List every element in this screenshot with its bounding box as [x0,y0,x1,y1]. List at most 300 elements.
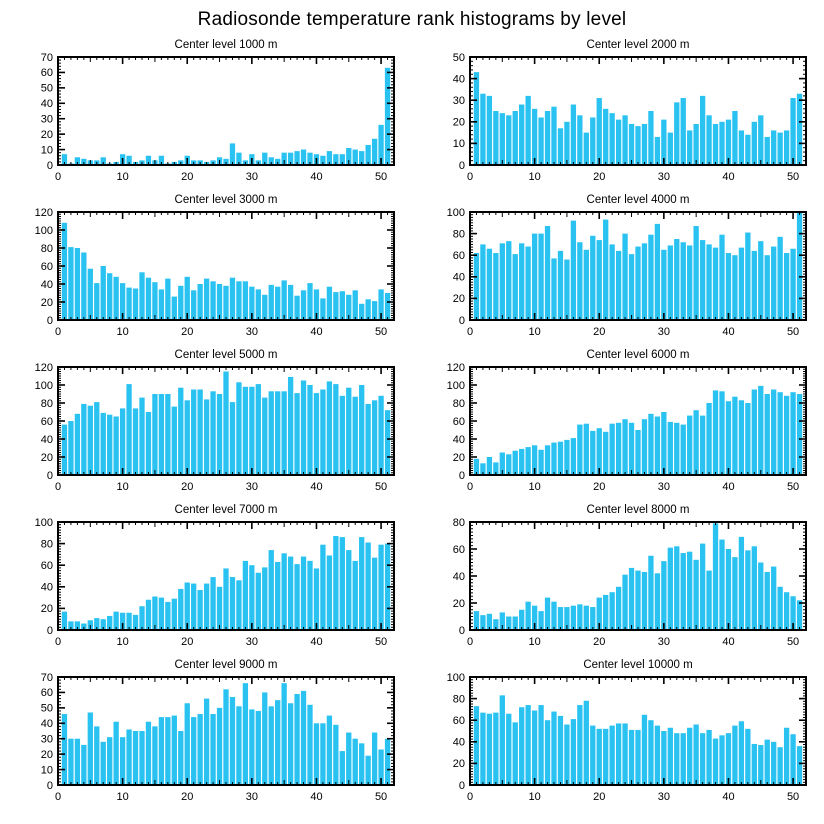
histogram-bar [668,422,673,475]
histogram-bar [513,722,518,785]
histogram-bar [204,584,209,630]
x-tick-label: 40 [310,636,323,648]
histogram-bar [668,245,673,320]
histogram-bar [700,416,705,475]
histogram-plot [6,208,404,342]
x-tick-label: 40 [722,171,735,183]
histogram-bar [758,115,763,165]
histogram-bar [661,250,666,320]
histogram-bar [133,289,138,321]
x-tick-label: 50 [786,326,800,338]
histogram-bar [526,447,531,475]
histogram-bar [346,550,351,630]
histogram-bar [622,234,627,320]
histogram-bar [719,122,724,165]
histogram-bar [700,733,705,785]
histogram-bar [681,242,686,320]
histogram-bar [68,421,73,475]
histogram-bar [739,248,744,320]
histogram-bar [204,399,209,475]
histogram-bar [487,96,492,165]
histogram-bar [249,565,254,630]
histogram-bar [526,705,531,785]
histogram-bar [133,408,138,475]
histogram-bar [275,287,280,320]
x-tick-label: 0 [54,171,62,183]
histogram-bar [526,247,531,320]
histogram-bar [275,562,280,630]
x-tick-label: 0 [466,326,474,338]
histogram-bar [694,226,699,320]
histogram-bar [185,400,190,475]
histogram-bar [88,712,93,785]
histogram-bar [655,224,660,320]
histogram-bar [706,403,711,475]
panel-title: Center level 9000 m [174,659,278,671]
panel-center-level-8000-m [418,503,816,655]
x-tick-label: 10 [528,791,541,803]
histogram-bar [359,537,364,630]
histogram-plot [6,673,404,807]
x-tick-label: 30 [657,791,670,803]
histogram-bar [282,280,287,320]
histogram-bar [732,111,737,165]
histogram-bar [616,120,621,165]
y-tick-label: 50 [452,53,465,64]
histogram-bar [314,723,319,785]
histogram-bar [745,550,750,630]
histogram-bar [152,394,157,475]
histogram-bar [269,285,274,320]
histogram-bar [668,133,673,165]
histogram-bar [146,722,151,785]
histogram-bar [590,726,595,785]
y-tick-label: 30 [40,733,53,746]
histogram-bar [616,251,621,320]
x-tick-label: 10 [116,636,129,648]
histogram-bar [635,430,640,475]
histogram-bar [687,130,692,165]
histogram-bar [545,226,550,320]
histogram-bar [648,111,653,165]
y-tick-label: 10 [40,764,53,777]
panel-title: Center level 3000 m [174,194,278,206]
histogram-bar [577,115,582,165]
histogram-bar [172,599,177,630]
histogram-bar [603,729,608,785]
y-tick-label: 100 [446,673,465,684]
y-tick-label: 0 [46,314,53,327]
histogram-bar [262,295,267,320]
histogram-bar [75,739,80,785]
y-tick-label: 50 [40,702,53,715]
histogram-bar [366,404,371,475]
histogram-bar [262,398,267,475]
panel-center-level-1000-m [6,38,404,190]
histogram-bar [558,607,563,630]
histogram-bar [745,233,750,320]
histogram-bar [378,545,383,630]
x-tick-label: 10 [116,481,129,493]
x-tick-label: 40 [310,326,323,338]
histogram-bar [532,710,537,785]
y-tick-label: 40 [40,98,53,111]
histogram-bar [327,555,332,630]
histogram-bar [732,397,737,475]
histogram-bar [256,384,261,475]
histogram-bar [217,394,222,475]
histogram-bar [320,545,325,630]
x-tick-label: 30 [657,636,670,648]
histogram-bar [590,236,595,320]
histogram-bar [752,546,757,630]
histogram-bar [610,592,615,630]
histogram-bar [346,388,351,475]
histogram-bar [797,94,802,165]
histogram-bar [62,714,67,785]
y-tick-label: 100 [446,379,465,392]
histogram-bar [333,536,338,630]
histogram-bar [758,386,763,475]
histogram-bar [372,139,377,165]
histogram-bar [159,394,164,475]
histogram-bar [301,290,306,320]
histogram-bar [584,133,589,165]
histogram-bar [635,571,640,630]
histogram-bar [765,394,770,475]
histogram-bar [616,587,621,630]
histogram-bar [584,606,589,630]
histogram-bar [236,281,241,320]
y-tick-label: 0 [46,469,53,482]
x-tick-label: 40 [722,326,735,338]
y-tick-label: 0 [458,314,465,327]
histogram-bar [551,107,556,165]
histogram-bar [262,567,267,630]
histogram-bar [616,423,621,475]
y-tick-label: 0 [46,159,53,172]
histogram-bar [732,557,737,630]
histogram-bar [172,297,177,320]
y-tick-label: 100 [34,518,53,529]
x-tick-label: 20 [593,481,606,493]
y-tick-label: 120 [34,363,53,374]
histogram-bar [538,234,543,320]
histogram-bar [719,540,724,630]
histogram-bar [185,582,190,630]
histogram-bar [545,720,550,785]
histogram-bar [159,289,164,320]
histogram-bar [114,277,119,320]
histogram-bar [288,285,293,320]
histogram-bar [210,714,215,785]
y-tick-label: 60 [452,415,465,428]
y-tick-label: 20 [40,128,53,141]
histogram-bar [745,729,750,785]
histogram-bar [146,278,151,320]
y-tick-label: 20 [40,451,53,464]
x-tick-label: 0 [54,326,62,338]
histogram-bar [758,745,763,785]
histogram-bar [551,602,556,630]
histogram-bar [706,244,711,320]
histogram-bar [146,600,151,630]
histogram-bar [159,598,164,630]
histogram-bar [629,254,634,320]
histogram-bar [526,602,531,630]
histogram-bar [745,135,750,165]
x-tick-label: 20 [593,326,606,338]
histogram-bar [262,692,267,785]
panel-title: Center level 6000 m [586,349,690,361]
x-tick-label: 0 [466,636,474,648]
histogram-bar [545,111,550,165]
histogram-plot [6,363,404,497]
histogram-bar [81,253,86,321]
histogram-bar [474,253,479,320]
histogram-bar [101,266,106,320]
panel-center-level-6000-m [418,348,816,500]
histogram-bar [223,372,228,476]
histogram-bar [146,412,151,475]
histogram-bar [230,697,235,785]
histogram-bar [320,723,325,785]
histogram-bar [674,546,679,630]
histogram-bar [674,733,679,785]
histogram-bar [506,115,511,165]
histogram-bar [210,281,215,320]
histogram-bar [648,414,653,475]
histogram-bar [655,137,660,165]
x-tick-label: 30 [657,171,670,183]
histogram-plot [418,53,816,187]
histogram-bar [597,428,602,475]
histogram-bar [700,240,705,320]
figure-title: Radiosonde temperature rank histograms by level [197,9,627,30]
y-tick-label: 80 [452,518,465,529]
histogram-bar [622,575,627,630]
y-tick-label: 60 [40,687,53,700]
histogram-bar [584,250,589,320]
x-tick-label: 20 [593,636,606,648]
histogram-bar [726,401,731,475]
histogram-plot [6,53,404,187]
histogram-bar [687,245,692,320]
panel-center-level-3000-m [6,193,404,345]
histogram-bar [519,707,524,785]
histogram-bar [269,706,274,785]
histogram-bar [797,746,802,785]
y-tick-label: 40 [452,736,465,749]
histogram-bar [68,247,73,320]
histogram-bar [719,391,724,475]
histogram-bar [139,272,144,320]
histogram-bar [526,96,531,165]
histogram-bar [107,273,112,320]
x-tick-label: 30 [245,171,258,183]
histogram-bar [75,248,80,320]
x-tick-label: 30 [245,791,258,803]
histogram-bar [597,98,602,165]
panel-title: Center level 2000 m [586,39,690,51]
y-tick-label: 100 [34,379,53,392]
histogram-bar [307,705,312,785]
histogram-bar [622,419,627,475]
x-tick-label: 50 [786,636,800,648]
histogram-bar [120,737,125,785]
y-tick-label: 40 [40,718,53,731]
histogram-bar [668,548,673,630]
y-tick-label: 80 [40,397,53,410]
histogram-bar [687,728,692,785]
histogram-bar [178,388,183,475]
histogram-bar [210,391,215,475]
x-tick-label: 0 [54,791,62,803]
histogram-bar [210,577,215,630]
histogram-bar [719,735,724,785]
histogram-bar [577,242,582,320]
histogram-bar [571,221,576,320]
histogram-bar [314,568,319,630]
histogram-bar [797,600,802,630]
histogram-bar [75,414,80,475]
y-tick-label: 60 [452,715,465,727]
histogram-bar [687,552,692,630]
histogram-bar [732,726,737,785]
y-tick-label: 0 [46,779,53,792]
histogram-bar [545,598,550,630]
histogram-bar [353,397,358,475]
histogram-bar [126,288,131,320]
histogram-bar [301,691,306,785]
panels-grid [0,38,824,810]
y-tick-label: 20 [40,296,53,309]
y-tick-label: 40 [40,581,53,594]
histogram-bar [590,117,595,165]
histogram-bar [139,606,144,630]
histogram-bar [519,449,524,475]
histogram-bar [307,283,312,320]
histogram-bar [385,68,390,165]
histogram-bar [236,382,241,475]
histogram-bar [301,381,306,476]
histogram-bar [771,567,776,630]
histogram-bar [771,247,776,320]
histogram-bar [513,254,518,320]
histogram-bar [694,560,699,630]
y-tick-label: 0 [46,624,53,637]
histogram-bar [571,105,576,165]
y-tick-label: 80 [40,538,53,551]
histogram-bar [726,733,731,785]
histogram-bar [610,244,615,320]
histogram-bar [784,592,789,630]
histogram-bar [288,557,293,630]
histogram-bar [629,124,634,165]
y-tick-label: 10 [40,144,53,157]
histogram-bar [506,714,511,785]
histogram-bar [584,701,589,785]
panel-title: Center level 7000 m [174,504,278,516]
histogram-bar [758,563,763,631]
y-tick-label: 40 [40,433,53,446]
histogram-bar [558,251,563,320]
histogram-bar [159,717,164,785]
histogram-bar [790,392,795,475]
histogram-bar [320,390,325,476]
histogram-bar [256,573,261,630]
histogram-bar [674,423,679,475]
x-tick-label: 10 [116,326,129,338]
histogram-bar [230,577,235,630]
histogram-bar [752,390,757,476]
histogram-bar [564,440,569,475]
histogram-bar [282,553,287,630]
x-tick-label: 50 [786,791,800,803]
histogram-bar [243,561,248,630]
histogram-bar [378,396,383,475]
x-tick-label: 50 [374,791,388,803]
x-tick-label: 50 [786,481,800,493]
y-tick-label: 40 [452,73,465,86]
histogram-bar [558,128,563,165]
plot-frame [58,57,394,165]
histogram-bar [114,417,119,476]
histogram-bar [327,287,332,320]
histogram-bar [778,237,783,320]
y-tick-label: 40 [452,271,465,284]
histogram-bar [236,706,241,785]
histogram-bar [133,731,138,785]
x-tick-label: 30 [245,481,258,493]
histogram-bar [571,606,576,630]
histogram-bar [635,247,640,320]
histogram-bar [165,717,170,785]
histogram-bar [603,432,608,475]
histogram-bar [538,450,543,475]
histogram-bar [372,733,377,785]
histogram-plot [418,673,816,807]
histogram-bar [217,587,222,630]
histogram-bar [513,451,518,475]
histogram-bar [487,249,492,320]
x-tick-label: 10 [528,171,541,183]
histogram-bar [366,299,371,320]
x-tick-label: 20 [181,791,194,803]
histogram-bar [353,739,358,785]
histogram-bar [797,394,802,475]
histogram-bar [713,390,718,475]
x-tick-label: 40 [722,481,735,493]
histogram-bar [765,740,770,785]
histogram-bar [217,708,222,785]
histogram-bar [706,730,711,785]
histogram-bar [790,98,795,165]
histogram-bar [493,253,498,320]
histogram-bar [771,742,776,785]
histogram-bar [165,602,170,630]
histogram-bar [333,384,338,475]
histogram-bar [694,410,699,475]
histogram-bar [771,390,776,476]
histogram-bar [152,726,157,785]
histogram-bar [288,703,293,785]
histogram-bar [655,417,660,476]
histogram-bar [94,726,99,785]
histogram-bar [622,723,627,785]
histogram-bar [320,298,325,320]
histogram-bar [101,413,106,475]
